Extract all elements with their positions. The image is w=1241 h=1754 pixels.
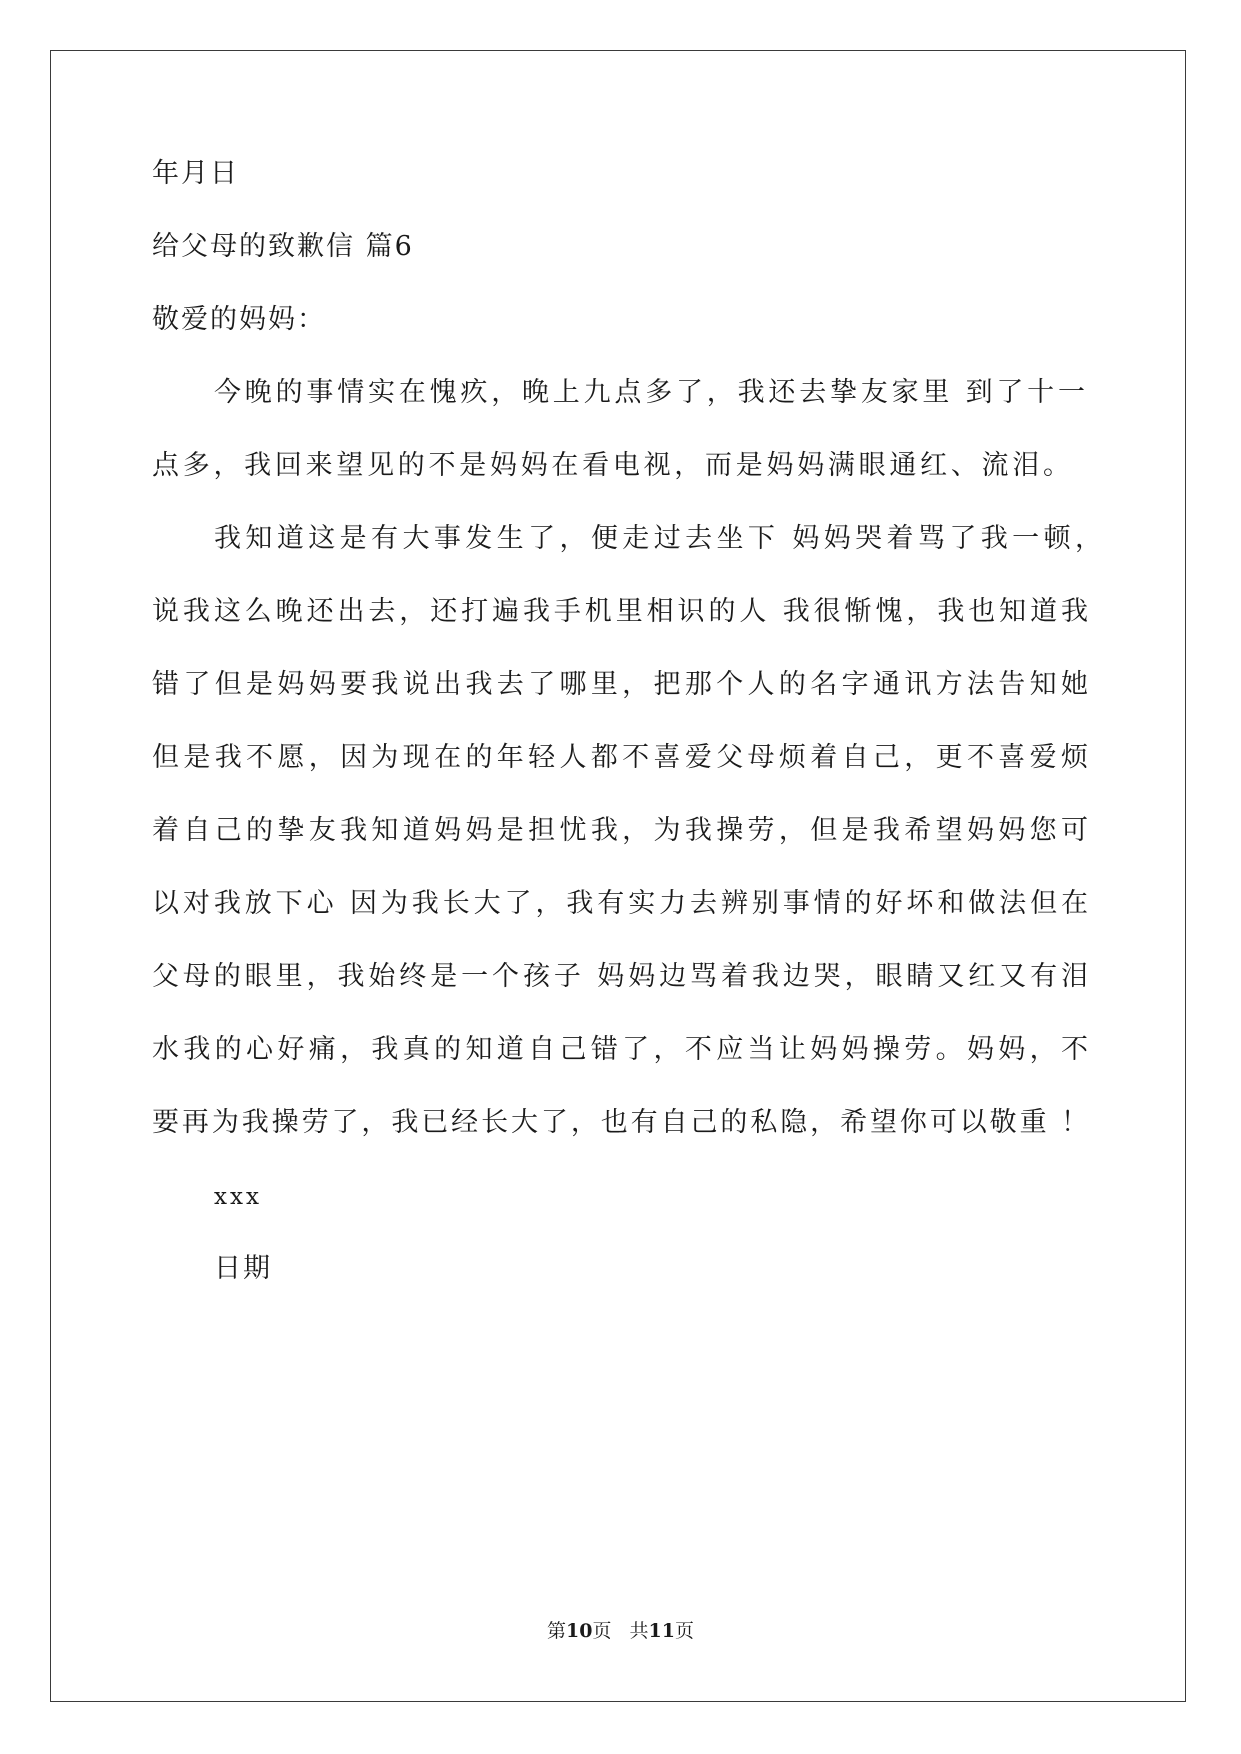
body-line: 水我的心好痛，我真的知道自己错了，不应当让妈妈操劳。妈妈，不 [152,1034,1090,1065]
body-line: 说我这么晚还出去，还打遍我手机里相识的人 我很惭愧，我也知道我 [152,596,1090,627]
footer-prefix: 第 [547,1620,567,1642]
body-line: 父母的眼里，我始终是一个孩子 妈妈边骂着我边哭，眼睛又红又有泪 [152,961,1090,992]
page-border [50,50,1186,1702]
footer-total-pages: 11 [648,1620,675,1642]
footer-total-suffix: 页 [674,1620,694,1642]
footer-page-number: 10 [566,1620,593,1642]
body-line: 以对我放下心 因为我长大了，我有实力去辨别事情的好坏和做法但在 [152,888,1090,919]
body-line: 要再为我操劳了，我已经长大了，也有自己的私隐，希望你可以敬重 ！ [152,1107,1090,1138]
body-line: 但是我不愿，因为现在的年轻人都不喜爱父母烦着自己，更不喜爱烦 [152,742,1090,773]
body-line: 错了但是妈妈要我说出我去了哪里，把那个人的名字通讯方法告知她 [152,669,1090,700]
page-footer [0,1619,1241,1643]
body-line: 我知道这是有大事发生了，便走过去坐下 妈妈哭着骂了我一顿， [214,523,1104,554]
footer-total-prefix: 共 [629,1620,649,1642]
signature: xxx [214,1184,262,1210]
footer-page-suffix: 页 [592,1620,612,1642]
date-line: 年月日 [152,158,239,189]
body-line: 着自己的挚友我知道妈妈是担忧我，为我操劳，但是我希望妈妈您可 [152,815,1090,846]
letter-title: 给父母的致歉信 篇6 [152,231,414,262]
body-line: 今晚的事情实在愧疚，晚上九点多了，我还去挚友家里 到了十一 [214,377,1087,408]
sign-date: 日期 [214,1253,272,1284]
salutation: 敬爱的妈妈： [152,304,326,335]
body-line: 点多，我回来望见的不是妈妈在看电视，而是妈妈满眼通红、流泪。 [152,450,1072,481]
